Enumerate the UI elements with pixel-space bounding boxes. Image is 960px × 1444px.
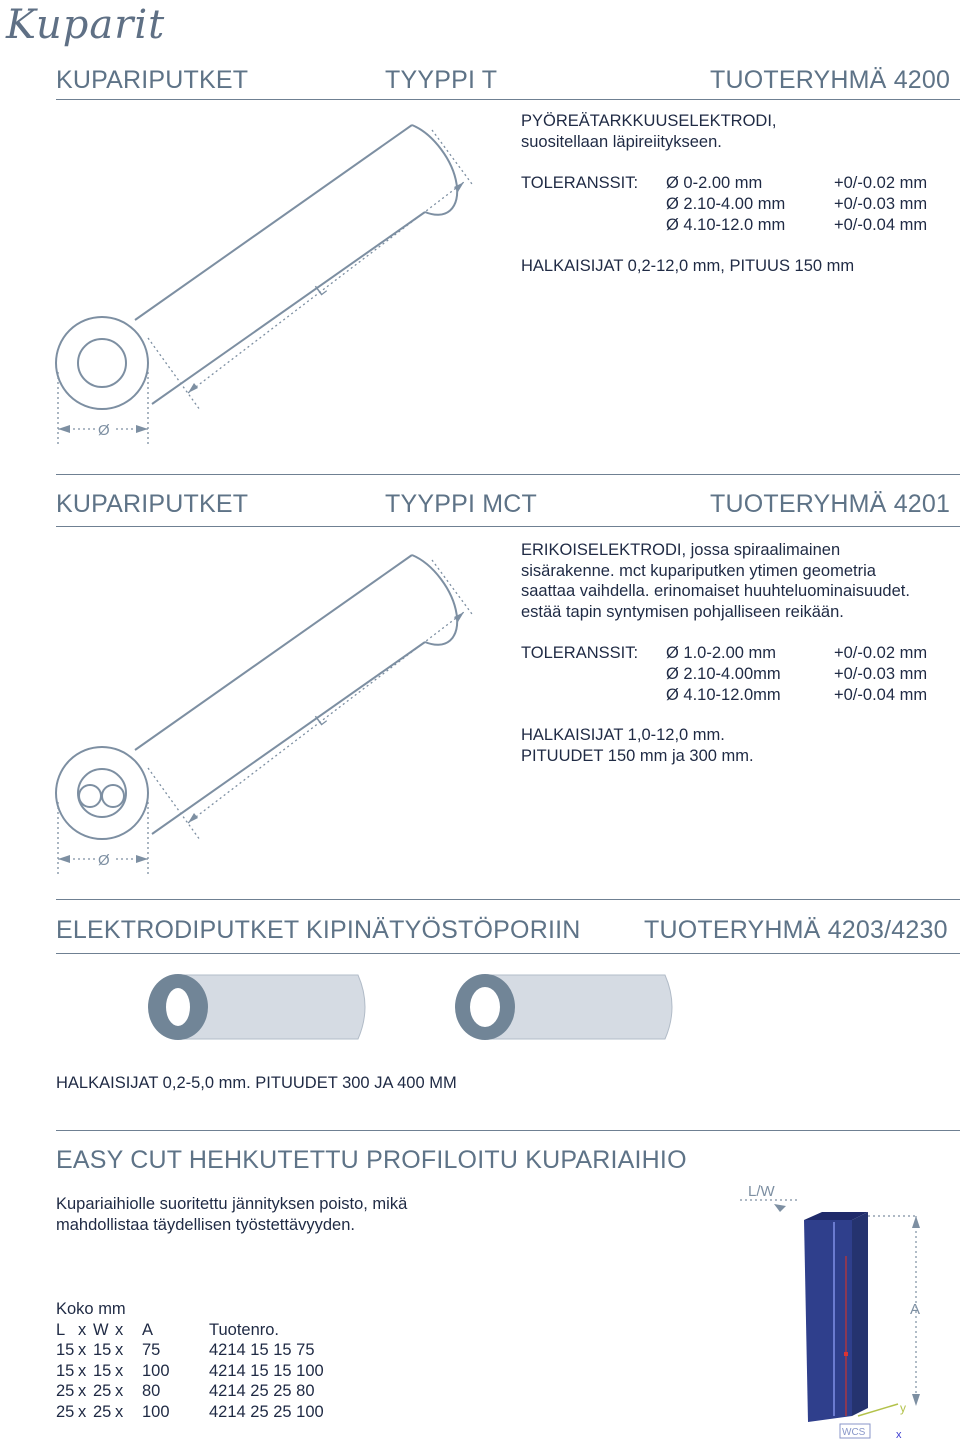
tolerance-range: Ø 2.10-4.00mm (666, 665, 781, 683)
section3-rule (56, 953, 960, 954)
table-row: 15 x 15 x 75 4214 15 15 75 (56, 1341, 315, 1360)
round-tube-drawing (40, 100, 480, 455)
tolerance-value: +0/-0.02 mm (834, 174, 928, 192)
section2-desc: ERIKOISELEKTRODI, jossa spiraalimainen sisärakenne. mct kupariputken ytimen geometria saattaa vaihdella. erinomaiset huuhteluominaisuudet. estää tapin syntymisen pohjalliseen reikään. (521, 541, 910, 621)
tolerance-value: +0/-0.04 mm (834, 686, 928, 704)
diameter-label: Ø (98, 852, 110, 869)
tolerance-range: Ø 0-2.00 mm (666, 174, 763, 192)
section4-desc: Kupariaihiolle suoritettu jännityksen poisto, mikä mahdollistaa täydellisen työstettävyyden. (56, 1195, 408, 1234)
length-label: L (312, 280, 330, 300)
size-table (56, 1320, 324, 1423)
tolerance-range: Ø 4.10-12.0 mm (666, 216, 786, 234)
size-table-header: Koko mm (56, 1300, 126, 1318)
section3-group: TUOTERYHMÄ 4203/4230 (644, 916, 948, 944)
electrode-tube-bore (470, 987, 500, 1027)
section2-title: KUPARIPUTKET (56, 490, 249, 518)
axis-y-label: y (900, 1401, 906, 1415)
lw-dimension-label: L/W (748, 1183, 775, 1200)
section2-rule (56, 526, 960, 527)
section2-tolerances (521, 643, 951, 707)
section2-type: TYYPPI MCT (385, 490, 538, 518)
tolerance-range: Ø 2.10-4.00 mm (666, 195, 786, 213)
diameter-label: Ø (98, 422, 110, 439)
tolerance-range: Ø 1.0-2.00 mm (666, 644, 777, 662)
length-label: L (312, 710, 330, 730)
section1-desc: PYÖREÄTARKKUUSELEKTRODI, suositellaan läpireiitykseen. (521, 112, 777, 151)
axis-marker (844, 1352, 848, 1356)
tube-bore (78, 339, 126, 387)
block-side-face (852, 1212, 868, 1416)
wcs-label: WCS (842, 1427, 866, 1438)
electrode-tube-bore (166, 988, 190, 1026)
section3-sizes: HALKAISIJAT 0,2-5,0 mm. PITUUDET 300 JA 400 MM (56, 1074, 457, 1092)
table-row: 25 x 25 x 80 4214 25 25 80 (56, 1382, 315, 1401)
section1-group: TUOTERYHMÄ 4200 (710, 66, 951, 94)
kuparit-logo: Kuparit (6, 2, 166, 48)
section2-top-rule (56, 474, 960, 475)
table-row: 25 x 25 x 100 4214 25 25 100 (56, 1402, 324, 1421)
section1-type: TYYPPI T (385, 66, 498, 94)
a-dimension-label: A (910, 1301, 921, 1318)
tolerance-value: +0/-0.04 mm (834, 216, 928, 234)
section2-sizes: HALKAISIJAT 1,0-12,0 mm. PITUUDET 150 mm ja 300 mm. (521, 726, 754, 765)
copper-block-drawing (740, 1172, 950, 1442)
tolerance-label: TOLERANSSIT: (521, 174, 639, 192)
table-row: 15 x 15 x 100 4214 15 15 100 (56, 1361, 324, 1380)
tolerance-value: +0/-0.03 mm (834, 665, 928, 683)
table-header-row: L x W x A Tuotenro. (56, 1320, 280, 1339)
section1-title: KUPARIPUTKET (56, 66, 249, 94)
electrode-tubes-drawing (140, 965, 680, 1051)
block-front-face (804, 1220, 852, 1422)
tolerance-label: TOLERANSSIT: (521, 644, 639, 662)
mct-tube-drawing (40, 530, 480, 885)
axis-x-label: x (896, 1429, 902, 1441)
section4-top-rule (56, 1130, 960, 1131)
section3-top-rule (56, 899, 960, 900)
section1-tolerances (521, 173, 951, 237)
section2-group: TUOTERYHMÄ 4201 (710, 490, 951, 518)
tolerance-value: +0/-0.03 mm (834, 195, 928, 213)
tolerance-range: Ø 4.10-12.0mm (666, 686, 781, 704)
section3-title: ELEKTRODIPUTKET KIPINÄTYÖSTÖPORIIN (56, 916, 581, 944)
section4-title: EASY CUT HEHKUTETTU PROFILOITU KUPARIAIHIO (56, 1146, 687, 1174)
section1-sizes: HALKAISIJAT 0,2-12,0 mm, PITUUS 150 mm (521, 257, 855, 275)
tolerance-value: +0/-0.02 mm (834, 644, 928, 662)
